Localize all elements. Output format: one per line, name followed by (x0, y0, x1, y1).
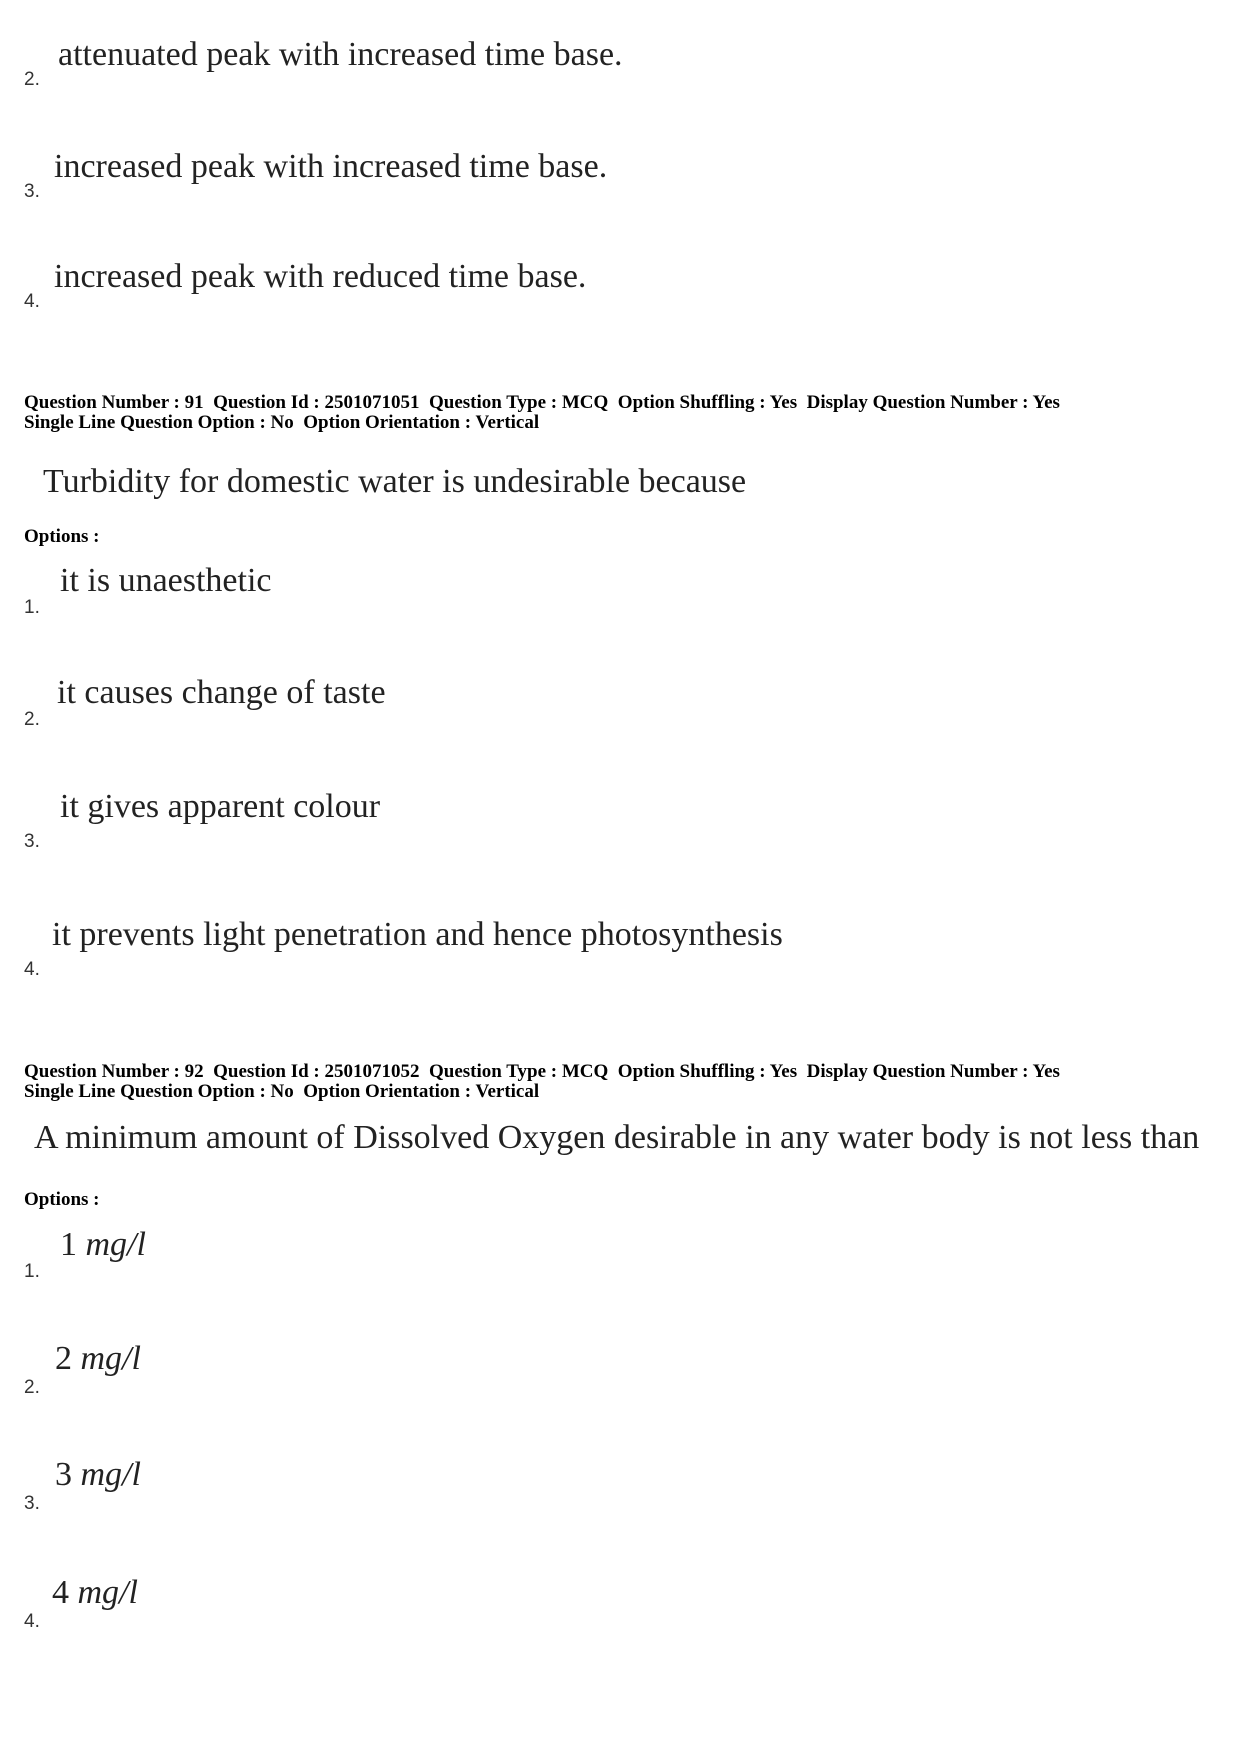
q91-option-4-number: 4. (24, 959, 40, 980)
q91-question-text: Turbidity for domestic water is undesirable because (43, 463, 747, 500)
q92-option-4-text[interactable] (52, 1576, 138, 1610)
q92-option-4-value: 4 (52, 1574, 69, 1611)
q92-option-3-number: 3. (24, 1493, 40, 1514)
q92-option-1-number: 1. (24, 1261, 40, 1282)
q91-option-2-number: 2. (24, 709, 40, 730)
prev-option-2-text[interactable]: attenuated peak with increased time base. (58, 36, 623, 73)
q92-option-2-value: 2 (55, 1340, 72, 1377)
q92-option-3-unit: mg/l (80, 1456, 141, 1493)
prev-option-3-number: 3. (24, 181, 40, 202)
q92-option-2-unit: mg/l (80, 1340, 141, 1377)
prev-option-4-text[interactable]: increased peak with reduced time base. (54, 258, 587, 295)
q92-options-label: Options : (24, 1189, 100, 1210)
q92-option-3-text[interactable] (55, 1458, 141, 1492)
prev-option-2-number: 2. (24, 69, 40, 90)
q91-option-1-number: 1. (24, 597, 40, 618)
q92-question-text: A minimum amount of Dissolved Oxygen desirable in any water body is not less than (34, 1119, 1200, 1156)
q91-option-3-text[interactable]: it gives apparent colour (60, 788, 381, 825)
q92-option-4-number: 4. (24, 1611, 40, 1632)
q91-option-3-number: 3. (24, 831, 40, 852)
q91-option-1-text[interactable]: it is unaesthetic (60, 562, 272, 599)
q92-option-4-unit: mg/l (77, 1574, 138, 1611)
q91-option-2-text[interactable]: it causes change of taste (57, 674, 386, 711)
q92-option-2-number: 2. (24, 1377, 40, 1398)
q92-option-1-unit: mg/l (85, 1226, 146, 1263)
q92-option-1-value: 1 (60, 1226, 77, 1263)
q92-option-3-value: 3 (55, 1456, 72, 1493)
prev-option-4-number: 4. (24, 291, 40, 312)
q92-option-2-text[interactable] (55, 1342, 141, 1376)
q91-meta-line-2: Single Line Question Option : No Option Orientation : Vertical (24, 412, 540, 433)
q91-meta-line-1: Question Number : 91 Question Id : 2501071051 Question Type : MCQ Option Shuffling : Yes Display Question Number : Yes (24, 392, 1060, 413)
q91-option-4-text[interactable]: it prevents light penetration and hence photosynthesis (52, 916, 783, 953)
q91-options-label: Options : (24, 526, 100, 547)
q92-meta-line-1: Question Number : 92 Question Id : 2501071052 Question Type : MCQ Option Shuffling : Yes Display Question Number : Yes (24, 1061, 1060, 1082)
prev-option-3-text[interactable]: increased peak with increased time base. (54, 148, 608, 185)
q92-meta-line-2: Single Line Question Option : No Option Orientation : Vertical (24, 1081, 540, 1102)
q92-option-1-text[interactable] (60, 1228, 146, 1262)
